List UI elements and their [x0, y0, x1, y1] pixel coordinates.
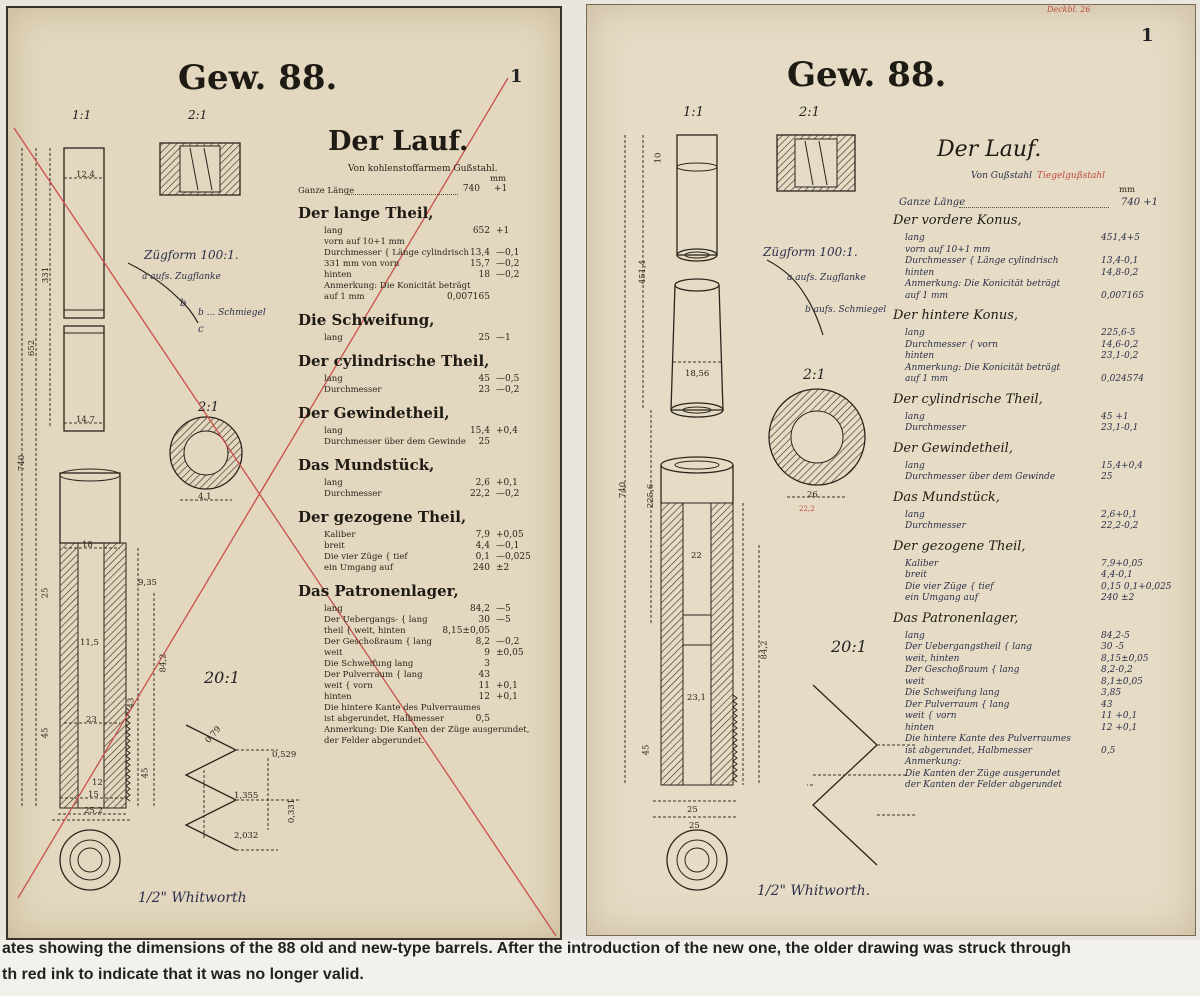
dim-15: 15	[88, 790, 99, 800]
dim-18: 18	[82, 540, 93, 550]
left-spec-label: ein Umgang auf	[324, 563, 393, 573]
left-spec-label: lang	[324, 604, 343, 614]
left-spec-label: theil { weit, hinten	[324, 626, 406, 636]
r-breech-wall-right	[711, 503, 733, 785]
left-spec-tolerance: —0,1	[496, 248, 520, 258]
left-spec-tolerance: +0,05	[496, 530, 524, 540]
right-spec-label: Der Geschoßraum { lang	[905, 665, 1020, 675]
left-spec-tolerance: —0,5	[496, 374, 520, 384]
right-spec-value: 8,1±0,05	[1101, 676, 1143, 687]
left-section-heading: Das Mundstück,	[298, 456, 435, 474]
right-spec-value: 0,024574	[1101, 374, 1144, 384]
right-spec-value: 0,5	[1101, 745, 1116, 756]
left-spec-label: Die vier Züge { tief	[324, 552, 408, 562]
right-spec-value: 240 ±2	[1101, 593, 1135, 603]
right-spec-value: 7,9+0,05	[1101, 558, 1143, 569]
dim-11-5: 11,5	[80, 638, 99, 648]
left-spec-label: Die hintere Kante des Pulverraumes	[324, 703, 481, 713]
left-page-number: 1	[510, 66, 523, 87]
red-strike-line-2	[18, 78, 508, 898]
left-note-b: b	[180, 298, 187, 309]
right-spec-value: 45 +1	[1101, 411, 1129, 422]
left-spec-label: breit	[324, 541, 345, 551]
left-spec-tolerance: —5	[496, 604, 511, 614]
r-dim-25b: 25	[689, 821, 700, 831]
left-spec-tolerance: ±2	[496, 563, 510, 573]
dim-12: 12	[92, 778, 103, 788]
dim-23: 23	[86, 715, 97, 725]
right-spec-label: Durchmesser { vorn	[905, 339, 998, 350]
left-scale-double: 2:1	[188, 108, 208, 122]
right-spec-value: 8,2-0,2	[1101, 665, 1133, 675]
left-spec-label: lang	[324, 426, 343, 436]
r-dim-451-4: 451,4	[638, 259, 649, 285]
left-spec-value: 84,2	[469, 604, 490, 614]
dim-0-79: 0,79	[203, 724, 224, 746]
right-spec-label: lang	[905, 411, 925, 422]
left-spec-value: 25	[478, 333, 490, 343]
r-dim-22: 22	[691, 551, 702, 561]
right-sheet-title: Gew. 88.	[787, 55, 947, 95]
dim-25: 25	[40, 587, 51, 599]
right-section-heading: Der cylindrische Theil,	[893, 391, 1043, 407]
right-spec-label: breit	[905, 570, 927, 580]
left-spec-tolerance: +0,1	[496, 692, 518, 702]
right-spec-value: 225,6-5	[1101, 328, 1136, 338]
right-note-zugform: Zügform 100:1.	[763, 245, 858, 259]
right-spec-label: Der Uebergangstheil { lang	[905, 642, 1033, 652]
left-spec-label: weit	[324, 648, 343, 658]
dim-0-331: 0,331	[287, 798, 298, 824]
right-spec-label: Die Kanten der Züge ausgerundet	[905, 768, 1061, 779]
r-dim-84-2: 84,2	[759, 640, 770, 660]
right-spec-value: 15,4+0,4	[1101, 460, 1143, 471]
right-spec-value: 0,15 0,1+0,025	[1101, 581, 1172, 592]
dim-652: 652	[27, 339, 38, 357]
right-spec-label: lang	[905, 328, 925, 338]
left-spec-value: 25	[478, 437, 490, 447]
dim-2-032: 2,032	[234, 831, 259, 841]
left-spec-label: lang	[324, 226, 343, 236]
right-overall-label: Ganze Länge	[899, 197, 966, 208]
left-overall-label: Ganze Länge	[298, 186, 355, 196]
right-spec-label: lang	[905, 233, 925, 243]
right-note-a: a aufs. Zugflanke	[787, 273, 866, 283]
right-spec-label: weit	[905, 676, 925, 687]
r-barrel-cone	[671, 285, 723, 410]
right-drawing-sheet	[586, 4, 1196, 936]
right-spec-label: Durchmesser	[905, 521, 966, 531]
left-material: Von kohlenstoffarmem Gußstahl.	[348, 164, 498, 174]
left-spec-value: 13,4	[469, 248, 490, 258]
right-spec-label: Die Schweifung lang	[905, 688, 1000, 698]
right-note-b: b aufs. Schmiegel	[805, 305, 887, 315]
dim-9-35: 9,35	[138, 578, 157, 588]
left-spec-value: 30	[478, 615, 490, 625]
r-dim-22-2: 22,2	[799, 505, 815, 513]
right-material: Von Gußstahl	[971, 171, 1033, 181]
left-spec-value: 15,7	[469, 259, 490, 269]
left-spec-label: auf 1 mm	[324, 292, 365, 302]
right-scale-double: 2:1	[799, 105, 820, 120]
right-spec-label: Durchmesser	[905, 423, 966, 433]
left-spec-value: 2,6	[475, 478, 490, 488]
left-spec-label: Durchmesser { Länge cylindrisch	[324, 248, 469, 258]
r-dim-23-1: 23,1	[687, 693, 706, 703]
left-spec-value: 9	[484, 648, 490, 658]
right-spec-value: 14,6-0,2	[1101, 339, 1139, 350]
right-spec-value: 14,8-0,2	[1101, 267, 1139, 278]
right-spec-label: hinten	[905, 351, 935, 361]
right-spec-label: Kaliber	[905, 558, 939, 569]
left-section-heading: Der cylindrische Theil,	[298, 352, 490, 370]
r-dim-10: 10	[653, 152, 664, 164]
right-scale-detail: 20:1	[831, 637, 867, 656]
left-section-heading: Das Patronenlager,	[298, 582, 459, 600]
left-spec-value: 7,9	[475, 530, 490, 540]
right-section-heading: Der Gewindetheil,	[893, 440, 1013, 456]
right-spec-label: weit, hinten	[905, 653, 960, 664]
right-spec-value: 11 +0,1	[1101, 711, 1138, 721]
right-spec-value: 43	[1101, 699, 1113, 710]
left-overall-tol: +1	[494, 184, 508, 194]
right-spec-label: Anmerkung: Die Konicität beträgt	[905, 362, 1061, 373]
left-section-heading: Die Schweifung,	[298, 311, 435, 329]
right-spec-value: 4,4-0,1	[1101, 570, 1133, 580]
left-spec-label: lang	[324, 374, 343, 384]
left-spec-value: 0,007165	[447, 292, 490, 302]
left-scale-full: 1:1	[72, 108, 92, 122]
right-spec-value: 23,1-0,1	[1101, 423, 1139, 433]
right-spec-label: ist abgerundet, Halbmesser	[905, 745, 1033, 756]
left-drawing-sheet	[6, 6, 562, 940]
right-spec-label: lang	[905, 630, 925, 641]
r-dim-18-56: 18,56	[685, 369, 710, 379]
right-section-heading: Der vordere Konus,	[893, 213, 1022, 228]
right-spec-label: Der Pulverraum { lang	[905, 699, 1010, 710]
r-dim-740: 740	[618, 481, 629, 499]
left-spec-value: 12	[478, 692, 490, 702]
left-spec-tolerance: —1	[496, 333, 511, 343]
right-spec-label: Die vier Züge { tief	[905, 581, 994, 592]
left-thread-label: 1/2" Whitworth	[138, 890, 247, 906]
left-sheet-title: Gew. 88.	[178, 58, 338, 98]
right-spec-value: 0,007165	[1101, 290, 1144, 301]
right-spec-value: 13,4-0,1	[1101, 256, 1139, 266]
left-spec-label: Der Geschoßraum { lang	[324, 637, 433, 647]
right-page-number: 1	[1141, 25, 1154, 46]
left-spec-label: Die Schweifung lang	[324, 659, 414, 669]
left-spec-tolerance: —5	[496, 615, 511, 625]
left-spec-value: 3	[484, 659, 490, 669]
left-spec-label: ist abgerundet, Halbmesser	[324, 714, 445, 724]
muzzle-end-view	[60, 830, 120, 890]
right-section-heading: Der hintere Konus,	[893, 308, 1019, 323]
right-spec-label: hinten	[905, 722, 935, 733]
right-spec-value: 25	[1101, 472, 1113, 482]
right-spec-label: vorn auf 10+1 mm	[905, 244, 991, 255]
left-spec-value: 8,2	[475, 637, 490, 647]
dim-0-529: 0,529	[272, 750, 297, 760]
right-spec-label: Durchmesser { Länge cylindrisch	[905, 256, 1059, 266]
right-spec-value: 3,85	[1101, 688, 1122, 698]
left-note-b-text: b ... Schmiegel	[198, 308, 266, 318]
dim-740: 740	[17, 454, 28, 472]
right-spec-value: 30 -5	[1101, 642, 1125, 652]
r-dim-25: 25	[687, 805, 698, 815]
left-section-heading: Der Gewindetheil,	[298, 404, 450, 422]
right-scale-double-2: 2:1	[803, 367, 826, 383]
left-spec-tolerance: —0,2	[496, 637, 520, 647]
left-scale-detail: 20:1	[204, 668, 240, 687]
left-spec-label: Durchmesser	[324, 385, 382, 395]
left-spec-value: 15,4	[469, 426, 490, 436]
left-spec-label: hinten	[324, 270, 352, 280]
r-dim-225-6: 225,6	[646, 483, 657, 509]
dim-45b: 45	[140, 767, 151, 779]
left-spec-tolerance: —0,2	[496, 489, 520, 499]
left-spec-label: weit { vorn	[324, 681, 373, 691]
right-spec-label: weit { vorn	[905, 711, 957, 721]
r-dim-26: 26	[807, 490, 818, 500]
left-spec-label: Durchmesser	[324, 489, 382, 499]
left-spec-value: 652	[472, 226, 490, 236]
right-spec-value: 2,6+0,1	[1101, 509, 1138, 520]
r-rifling-profile-curve	[767, 260, 823, 335]
left-spec-value: 0,5	[475, 714, 490, 724]
right-spec-value: 22,2-0,2	[1101, 521, 1139, 531]
right-spec-label: lang	[905, 509, 925, 520]
left-note-a: a aufs. Zugflanke	[142, 272, 221, 282]
left-spec-label: lang	[324, 478, 343, 488]
left-spec-label: lang	[324, 333, 343, 343]
right-spec-label: Anmerkung: Die Konicität beträgt	[905, 279, 1061, 289]
left-spec-value: 240	[472, 563, 490, 573]
dim-45: 45	[40, 727, 51, 739]
breech-wall-left	[60, 543, 78, 808]
left-scale-double-2: 2:1	[198, 400, 219, 415]
left-section-heading: Der lange Theil,	[298, 204, 434, 222]
left-spec-label: Anmerkung: Die Konicität beträgt	[324, 281, 471, 291]
right-red-corner: Deckbl. 26	[1047, 5, 1091, 14]
left-spec-tolerance: —0,025	[496, 552, 531, 562]
r-dim-45: 45	[641, 744, 652, 756]
right-spec-value: 84,2-5	[1101, 630, 1130, 641]
left-spec-tolerance: —0,2	[496, 385, 520, 395]
left-spec-value: 11	[478, 681, 490, 691]
left-spec-value: 45	[478, 374, 490, 384]
left-spec-value: 4,4	[475, 541, 490, 551]
right-spec-value: 451,4+5	[1101, 233, 1141, 243]
left-spec-label: der Felder abgerundet.	[324, 736, 425, 746]
right-spec-value: 23,1-0,2	[1101, 351, 1139, 361]
left-spec-label: Der Pulverraum { lang	[324, 670, 423, 680]
dim-1-355: 1,355	[234, 791, 259, 801]
right-spec-label: hinten	[905, 267, 935, 278]
left-spec-tolerance: +1	[496, 226, 510, 236]
right-red-note: Tiegelgußstahl	[1037, 171, 1106, 181]
dim-4-1: 4,1	[198, 492, 212, 502]
r-breech-wall-left	[661, 503, 683, 785]
left-spec-label: Kaliber	[324, 530, 356, 540]
left-header: Der Lauf.	[328, 126, 469, 157]
right-section-heading: Der gezogene Theil,	[893, 538, 1026, 554]
right-spec-label: Durchmesser über dem Gewinde	[905, 472, 1056, 482]
left-spec-value: 23	[478, 385, 490, 395]
left-spec-tolerance: ±0,05	[496, 648, 524, 658]
left-spec-tolerance: —0,2	[496, 270, 520, 280]
r-barrel-front	[677, 135, 717, 255]
r-muzzle-end-view	[667, 830, 727, 890]
right-unit: mm	[1119, 185, 1136, 195]
dim-43: 43	[126, 697, 137, 709]
right-spec-value: 8,15±0,05	[1101, 653, 1149, 664]
left-spec-tolerance: +0,1	[496, 478, 518, 488]
dim-25-2: 25,2	[84, 806, 103, 816]
right-section-heading: Das Mundstück,	[893, 489, 1000, 505]
left-spec-value: 43	[478, 670, 490, 680]
left-spec-value: 18	[478, 270, 490, 280]
left-spec-value: 8,15±0,05	[442, 626, 490, 636]
caption-line-1: ates showing the dimensions of the 88 old and new-type barrels. After the introduction of the new one, the older drawing was struck through	[2, 940, 1071, 957]
breech-wall-right	[104, 543, 126, 808]
left-spec-label: Der Uebergangs- { lang	[324, 615, 428, 625]
right-spec-label: ein Umgang auf	[905, 593, 979, 603]
left-spec-tolerance: +0,4	[496, 426, 518, 436]
left-spec-label: Durchmesser über dem Gewinde	[324, 437, 466, 447]
left-note-c: c	[198, 324, 204, 335]
left-section-heading: Der gezogene Theil,	[298, 508, 467, 526]
left-spec-tolerance: —0,1	[496, 541, 520, 551]
right-spec-label: lang	[905, 460, 925, 471]
right-overall-value: 740 +1	[1121, 197, 1159, 208]
left-spec-value: 0,1	[475, 552, 490, 562]
right-header: Der Lauf.	[937, 137, 1042, 162]
left-spec-tolerance: —0,2	[496, 259, 520, 269]
right-thread-label: 1/2" Whitworth.	[757, 883, 871, 899]
breech-cylinder-outline	[60, 473, 120, 543]
left-spec-value: 22,2	[469, 489, 490, 499]
right-spec-label: Die hintere Kante des Pulverraumes	[905, 734, 1071, 744]
left-note-zugform: Zügform 100:1.	[144, 248, 239, 262]
left-overall-value: 740	[462, 184, 480, 194]
left-spec-label: hinten	[324, 692, 352, 702]
right-section-heading: Das Patronenlager,	[893, 610, 1019, 626]
left-unit: mm	[490, 174, 507, 184]
dim-14-7: 14,7	[76, 415, 95, 425]
right-spec-label: auf 1 mm	[905, 374, 949, 384]
right-spec-label: auf 1 mm	[905, 290, 949, 301]
right-spec-label: Anmerkung:	[905, 757, 962, 767]
caption-line-2: th red ink to indicate that it was no longer valid.	[2, 966, 364, 983]
right-spec-label: der Kanten der Felder abgerundet	[905, 780, 1063, 790]
left-spec-label: 331 mm von vorn	[324, 259, 400, 269]
left-spec-tolerance: +0,1	[496, 681, 518, 691]
dim-331: 331	[41, 266, 52, 284]
dim-84-2: 84,2	[158, 653, 169, 673]
right-spec-value: 12 +0,1	[1101, 722, 1138, 733]
left-spec-label: vorn auf 10+1 mm	[324, 237, 405, 247]
right-scale-full: 1:1	[683, 105, 704, 120]
left-spec-label: Anmerkung: Die Kanten der Züge ausgerundet,	[324, 725, 530, 735]
dim-12-4: 12,4	[76, 170, 95, 180]
caption-block	[0, 940, 1200, 996]
